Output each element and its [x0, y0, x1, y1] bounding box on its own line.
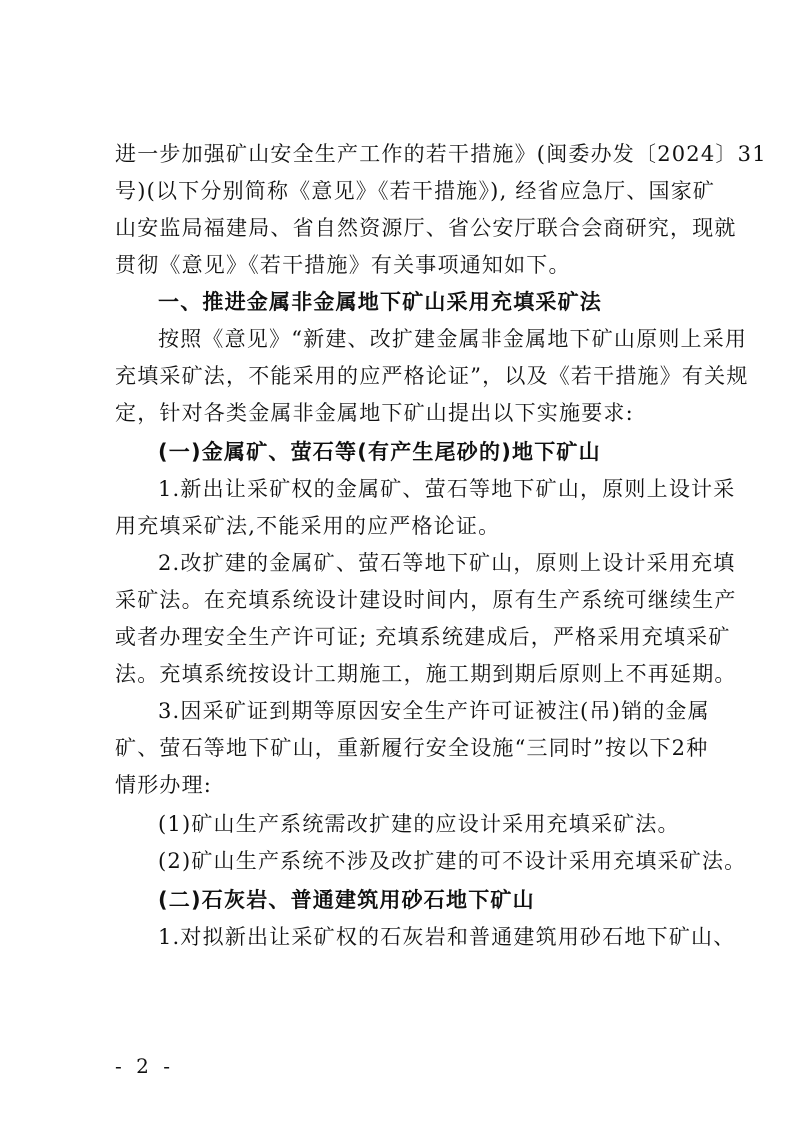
- paragraph-line: 山安监局福建局、省自然资源厅、省公安厅联合会商研究，现就: [115, 216, 737, 240]
- paragraph-line: 号)(以下分别简称《意见》《若干措施》), 经省应急厅、国家矿: [115, 179, 716, 203]
- paragraph-line: 2.改扩建的金属矿、萤石等地下矿山，原则上设计采用充填: [158, 551, 736, 575]
- paragraph-line: 3.因采矿证到期等原因安全生产许可证被注(吊)销的金属: [158, 699, 710, 723]
- paragraph-line: 或者办理安全生产许可证; 充填系统建成后，严格采用充填采矿: [115, 625, 731, 649]
- paragraph-line: 矿、萤石等地下矿山，重新履行安全设施“三同时”按以下2种: [115, 736, 709, 760]
- paragraph-line: 法。充填系统按设计工期施工，施工期到期后原则上不再延期。: [115, 662, 737, 686]
- section-heading: (一)金属矿、萤石等(有产生尾砂的)地下矿山: [158, 440, 601, 464]
- page-number: - 2 -: [115, 1054, 174, 1078]
- paragraph-line: 贯彻《意见》《若干措施》有关事项通知如下。: [115, 253, 571, 277]
- paragraph-line: 定，针对各类金属非金属地下矿山提出以下实施要求:: [115, 401, 634, 425]
- paragraph-line: 充填采矿法，不能采用的应严格论证”，以及《若干措施》有关规: [115, 364, 749, 388]
- paragraph-line: 用充填采矿法,不能采用的应严格论证。: [115, 514, 501, 538]
- paragraph-line: 采矿法。在充填系统设计建设时间内，原有生产系统可继续生产: [115, 588, 737, 612]
- paragraph-line: 1.新出让采矿权的金属矿、萤石等地下矿山，原则上设计采: [158, 477, 736, 501]
- paragraph-line: 按照《意见》“新建、改扩建金属非金属地下矿山原则上采用: [158, 327, 748, 351]
- paragraph-line: (1)矿山生产系统需改扩建的应设计采用充填采矿法。: [158, 812, 680, 836]
- section-heading: 一、推进金属非金属地下矿山采用充填采矿法: [158, 290, 602, 314]
- paragraph-line: 1.对拟新出让采矿权的石灰岩和普通建筑用砂石地下矿山、: [158, 925, 736, 949]
- paragraph-line: 情形办理:: [115, 773, 213, 797]
- section-heading: (二)石灰岩、普通建筑用砂石地下矿山: [158, 888, 535, 912]
- paragraph-line: (2)矿山生产系统不涉及改扩建的可不设计采用充填采矿法。: [158, 849, 747, 873]
- paragraph-line: 进一步加强矿山安全生产工作的若干措施》(闽委办发〔2024〕31: [115, 142, 767, 166]
